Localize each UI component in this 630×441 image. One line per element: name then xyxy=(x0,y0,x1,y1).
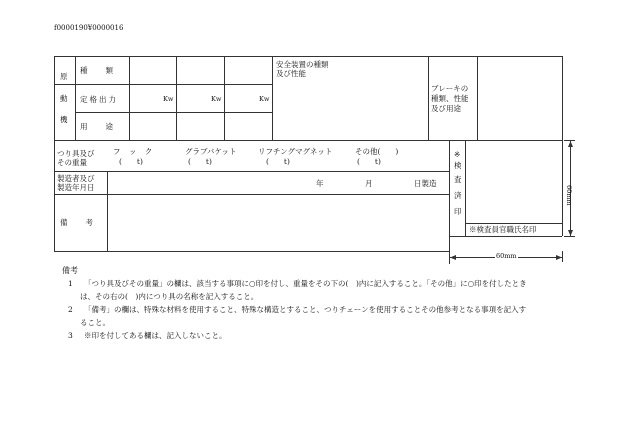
stamp-char: 査 xyxy=(454,175,462,184)
note-number: 1 xyxy=(68,279,73,288)
manufacturer-label: 製造者及び 製造年月日 xyxy=(57,174,95,193)
weight-unit: ( t) xyxy=(266,157,290,166)
note-line: 「備考」の欄は、特殊な材料を使用すること、特殊な構造とすること、つりチェーンを使用することその他参考となる事項を記入す xyxy=(84,305,527,314)
inspector-label: ※検査員官職氏名印 xyxy=(469,225,537,234)
brake-label: ブレーキの 種類、性能 及び用途 xyxy=(431,84,469,113)
day-label: 日製造 xyxy=(414,179,437,188)
stamp-char: ※ xyxy=(454,150,461,159)
rated-output-label: 定格出力 xyxy=(80,95,118,104)
lifting-gear-label: つり具及び その重量 xyxy=(57,149,95,168)
engine-label-char: 原 xyxy=(60,72,68,81)
stamp-char: 済 xyxy=(454,191,462,200)
dimension-label-horizontal: 60mm xyxy=(496,252,517,260)
safety-devices-label: 安全装置の種類 及び性能 xyxy=(276,60,329,79)
note-number: 2 xyxy=(68,305,73,314)
notes-heading: 備考 xyxy=(62,266,78,275)
note-line: ※印を付してある欄は、記入しないこと。 xyxy=(84,331,227,340)
weight-unit: ( t) xyxy=(119,157,143,166)
kw-unit: Kw xyxy=(259,95,270,103)
month-label: 月 xyxy=(365,179,373,188)
dimension-label-vertical: 60mm xyxy=(565,185,573,206)
year-label: 年 xyxy=(316,179,324,188)
note-line: は、その右の( )内につり具の名称を記入すること。 xyxy=(80,292,259,301)
note-number: 3 xyxy=(68,331,73,340)
lifting-option: グラブバケット xyxy=(185,147,237,156)
stamp-char: 印 xyxy=(454,207,462,216)
stamp-char: 検 xyxy=(454,161,462,170)
engine-label-char: 動 xyxy=(60,94,68,103)
remarks-label: 備 考 xyxy=(60,218,94,227)
lifting-option: リフチングマグネット xyxy=(258,147,333,156)
note-line: ること。 xyxy=(80,318,110,327)
lifting-option: フ ッ ク xyxy=(113,147,156,156)
kw-unit: Kw xyxy=(211,95,222,103)
file-id: f0000190¥0000016 xyxy=(54,24,124,32)
kw-unit: Kw xyxy=(163,95,174,103)
weight-unit: ( t) xyxy=(188,157,212,166)
engine-use-label: 用 途 xyxy=(80,122,114,131)
engine-label-char: 機 xyxy=(60,115,68,124)
engine-type-label: 種 類 xyxy=(80,66,114,75)
lifting-option: その他( ) xyxy=(355,147,399,156)
note-line: 「つり具及びその重量」の欄は、該当する事項に○印を付し、重量をその下の( )内に記入すること。「その他」に○印を付したとき xyxy=(84,279,527,288)
weight-unit: ( t) xyxy=(357,157,381,166)
